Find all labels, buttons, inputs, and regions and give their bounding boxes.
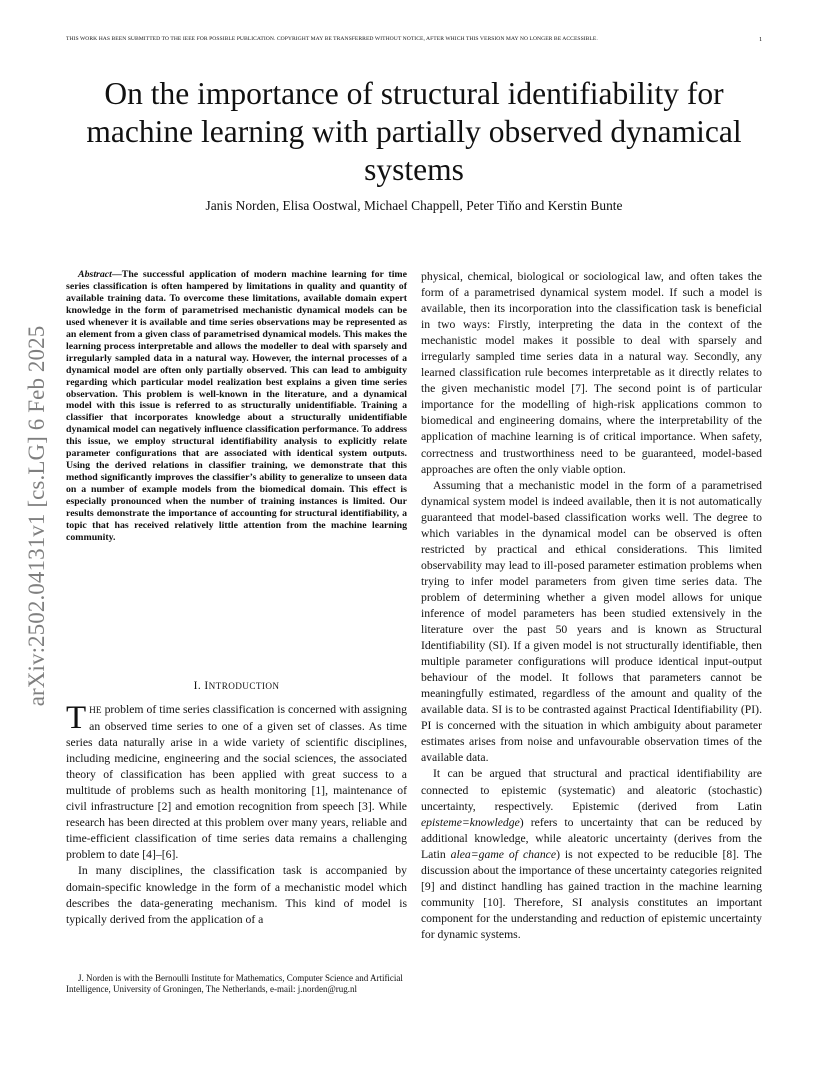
introduction-body (66, 702, 407, 928)
arxiv-identifier-watermark (22, 296, 52, 736)
drop-cap: T (66, 700, 87, 736)
right-column-body (421, 269, 762, 943)
abstract (66, 269, 407, 544)
right-paragraph-3: It can be argued that structural and practical identifiability are connected to epistemic (systematic) and aleatoric (stochastic) uncertainty, respectively. Epistemic (derived from Latin episteme=knowledge) refers to uncertainty that can be reduced by additional knowledge, while aleatoric uncertainty (derives from the Latin alea=game of chance) is not expected to be reducible [8]. The discussion about the importance of these uncertainty categories reignited [9] and distinct handling has gained traction in the machine learning community [10]. Therefore, SI analysis constitutes an important component for the understanding and reduction of epistemic uncertainty for dynamic systems. (421, 767, 762, 941)
term-episteme: episteme=knowledge (421, 815, 520, 829)
abstract-text: The successful application of modern machine learning for time series classification is often hampered by limitations in quality and quantity of available training data. To overcome these limitations, available domain expert knowledge in the form of parametrised mechanistic dynamical models can be used whenever it is available and time series observations may be represented as an element from a given class of parametrised dynamical models. This makes the learning process interpretable and allows the modeller to deal with sparsely and irregularly sampled data in a natural way. However, the internal processes of a dynamical model are often only partially observed. This can lead to ambiguity regarding which particular model realization best explains a given time series observation. This problem is well-known in the literature, and a dynamical model with this issue is referred to as structurally unidentifiable. Training a classifier that incorporates knowledge about a structurally unidentifiable dynamical model can negatively influence classification performance. To address this issue, we employ structural identifiability analysis to explicitly relate parameter configurations that are associated with identical system outputs. Using the derived relations in classifier training, we demonstrate that this method significantly improves the classifier’s ability to generalize to unseen data on a number of example models from the biomedical domain. This effect is especially pronounced when the number of training instances is limited. Our results demonstrate the importance of accounting for structural identifiability, a topic that has received relatively little attention from the machine learning community. (66, 269, 407, 543)
right-paragraph-1: physical, chemical, biological or sociological law, and often takes the form of a parametrised dynamical system model. If such a model is available, then its incorporation into the classification task is beneficial in two ways: Firstly, interpreting the data in the context of the mechanistic model makes it possible to deal with sparsely and irregularly sampled time series data in a natural way. Secondly, any learned classification rule becomes interpretable as it directly relates to the given mechanistic model [7]. The second point is of particular importance for the modelling of high-risk applications common to biomedical and engineering domains, where the interpretability of the application of machine learning is of critical importance. When safety, correctness and trustworthiness need to be guaranteed, model-based approaches are often the only viable option. (421, 270, 762, 476)
intro-paragraph-1: THE problem of time series classification is concerned with assigning an observed time series to one of a given set of classes. As time series data naturally arise in a wide variety of scientific disciplines, including medicine, engineering and the social sciences, the associated theory of classification has been applied with great success to a multitude of problems such as health monitoring [1], maintenance of civil infrastructure [2] and emotion recognition from speech [3]. While research has been directed at this problem over many years, reliable and time-efficient classification of time series data remains a challenging problem to date [4]–[6]. (66, 700, 407, 862)
page-number: 1 (759, 36, 763, 43)
author-footnote: J. Norden is with the Bernoulli Institute for Mathematics, Computer Science and Artificial Intelligence, University of Groningen, The Netherlands, e-mail: j.norden@rug.nl (66, 973, 403, 995)
paper-title: On the importance of structural identifiability for machine learning with partially observed dynamical systems (86, 76, 742, 187)
author-list: Janis Norden, Elisa Oostwal, Michael Chappell, Peter Tiňo and Kerstin Bunte (205, 198, 623, 213)
term-alea: alea=game of chance (450, 847, 557, 861)
abstract-label: Abstract (78, 269, 112, 280)
right-paragraph-2: Assuming that a mechanistic model in the form of a parametrised dynamical system model is indeed available, then it is not automatically guaranteed that model-based classification works well. The degree to which variables in the dynamical model can be observed is often restricted by practical and ethical considerations. This limited observability may lead to ill-posed parameter estimation problems when trying to infer model parameters from given time series data. The problem of determining whether a given model allows for unique inference of model parameters has been studied extensively in the literature over the past 50 years and is known as Structural Identifiability (SI). If a given model is not structurally identifiable, then multiple parameter configurations will produce identical input-output behaviour of the model. It follows that parameters cannot be meaningfully estimated, regardless of the amount and quality of the available data. SI is to be contrasted against Practical Identifiability (PI). PI is concerned with the situation in which ambiguity about parameter estimates arises from noise and unfavourable observation times of the available data. (421, 478, 762, 765)
arxiv-identifier-text: arXiv:2502.04131v1 [cs.LG] 6 Feb 2025 (24, 325, 49, 707)
section-number: I. (193, 680, 202, 692)
first-word-small-caps: HE (89, 706, 102, 716)
abstract-dash: — (111, 269, 122, 280)
section-heading (66, 680, 407, 692)
intro-paragraph-2: In many disciplines, the classification task is accompanied by domain-specific knowledge in the form of a mechanistic model which describes the data-generating mechanism. This kind of model is typically derived from the application of a (66, 864, 407, 926)
section-title: INTRODUCTION (204, 680, 280, 692)
running-header: THIS WORK HAS BEEN SUBMITTED TO THE IEEE FOR POSSIBLE PUBLICATION. COPYRIGHT MAY BE TRANSFERRED WITHOUT NOTICE, AFTER WHICH THIS VERSION MAY NO LONGER BE ACCESSIBLE. (66, 36, 598, 42)
